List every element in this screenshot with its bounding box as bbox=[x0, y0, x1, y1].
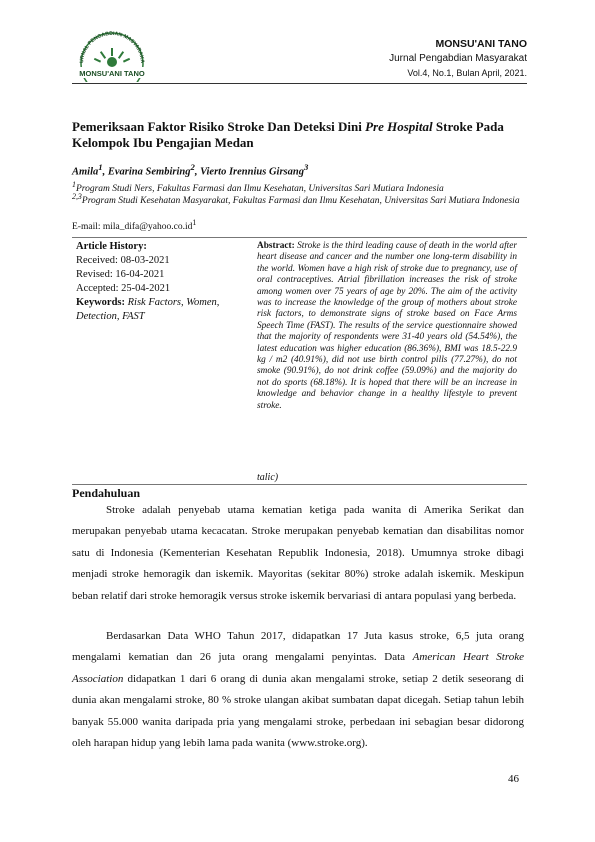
accepted-date: Accepted: 25-04-2021 bbox=[76, 283, 171, 294]
email-sup: 1 bbox=[192, 218, 197, 227]
received-date: Received: 08-03-2021 bbox=[76, 255, 170, 266]
logo-sun-icon bbox=[94, 48, 130, 67]
keywords bbox=[76, 296, 236, 324]
journal-logo bbox=[73, 30, 151, 82]
title-part1: Pemeriksaan Faktor Risiko Stroke Dan Deteksi Dini bbox=[72, 119, 366, 134]
section-heading: Pendahuluan bbox=[72, 486, 141, 500]
author-2-sup: 2 bbox=[190, 162, 195, 172]
aff2-text: Program Studi Kesehatan Masyarakat, Fakultas Farmasi dan Ilmu Kesehatan, Universitas Sari Mutiara Indonesia bbox=[81, 196, 520, 207]
author-1-sup: 1 bbox=[98, 162, 103, 172]
email-text: E-mail: mila_difa@yahoo.co.id bbox=[72, 222, 193, 233]
paragraph-1-text: Stroke adalah penyebab utama kematian ketiga pada wanita di Amerika Serikat dan merupakan penyebab utama kecacatan. Stroke merupakan penyebab kematian dan disabilitas nomor satu di Indonesia (Kementerian Kesehatan Republik Indonesia, 2018). Umumnya stroke dibagi menjadi stroke hemoragik dan iskemik. Mayoritas (sekitar 80%) stroke adalah iskemik. Meskipun beban relatif dari stroke hemoragik versus stroke iskemik bervariasi di antara populasi yang berbeda. bbox=[72, 504, 524, 602]
paragraph-2-italic: American Heart Stroke Association bbox=[72, 651, 524, 685]
logo-arc-text: URNAL PENGABDIAN MASYARAKA bbox=[78, 30, 146, 64]
author-list bbox=[72, 162, 527, 178]
paragraph-1 bbox=[72, 500, 524, 607]
author-3-sup: 3 bbox=[303, 162, 309, 172]
aff1-text: Program Studi Ners, Fakultas Farmasi dan Ilmu Kesehatan, Universitas Sari Mutiara Indonesia bbox=[75, 184, 444, 195]
journal-logo-graphic bbox=[73, 30, 151, 82]
aff2-sup: 2,3 bbox=[72, 192, 82, 201]
page-number: 46 bbox=[508, 773, 519, 785]
revised-date: Revised: 16-04-2021 bbox=[76, 269, 165, 280]
author-2: , Evarina Sembiring bbox=[102, 166, 191, 178]
journal-name: MONSU'ANI TANO bbox=[435, 38, 527, 50]
affiliation-2 bbox=[72, 191, 527, 207]
history-title: Article History: bbox=[76, 241, 147, 252]
abstract-label: Abstract: bbox=[257, 241, 295, 251]
author-3: , Vierto Irennius Girsang bbox=[194, 166, 304, 178]
author-1: Amila bbox=[72, 166, 99, 178]
contact-email bbox=[72, 218, 196, 232]
title-part2: Stroke Pada Kelompok Ibu Pengajian Medan bbox=[72, 119, 504, 150]
paragraph-2-text-a: Berdasarkan Data WHO Tahun 2017, didapatkan 17 Juta kasus stroke, 6,5 juta orang mengalami kematian dan 26 juta orang mengalami penyintas. Data bbox=[72, 630, 524, 664]
abstract-tail: talic) bbox=[257, 472, 279, 483]
journal-subtitle: Jurnal Pengabdian Masyarakat bbox=[389, 53, 527, 64]
paper-title bbox=[72, 119, 527, 151]
aff1-sup: 1 bbox=[72, 180, 76, 189]
keywords-label: Keywords: bbox=[76, 297, 125, 308]
paragraph-2 bbox=[72, 626, 524, 754]
paragraph-2-text-b: didapatkan 1 dari 6 orang di dunia akan mengalami stroke, setiap 2 detik seseorang di dunia akan mengalami stroke, 80 % stroke ulangan akibat sumbatan dapat dicegah. Setiap tahun lebih banyak 55.000 wanita daripada pria yang mengalami stroke, perbedaan ini sebagian besar didorong oleh harapan hidup yang lebih lama pada wanita (www.stroke.org). bbox=[72, 672, 524, 750]
header-divider bbox=[72, 83, 527, 84]
info-bottom-divider bbox=[72, 484, 527, 485]
abstract-text: Stroke is the third leading cause of death in the world after heart disease and cancer and the number one long-term disability in the world. Women have a high risk of stroke due to pregnancy, use of oral contraceptives. Atrial fibrillation increases the risk of stroke among women over 75 years of age by 20%. The aim of the activity was to increase the knowledge of the group of mothers about stroke risk factors, to demonstrate signs of stroke based on Face Arms Speech Time (FAST). The results of the service questionnaire showed that the majority of respondents were 31-40 years old (54.54%), the latest education was higher education (86.36%), BMI was 18.5-22.9 kg / m2 (40.91%), did not use birth control pills (77.27%), do not smoke (90.91%), do not drink coffee (59.09%) and the majority do not do sports (68.18%). It is hoped that there will be an increase in knowledge and behavior change in a healthy lifestyle to prevent stroke. bbox=[257, 241, 517, 411]
info-top-divider bbox=[72, 237, 527, 238]
keywords-values: Risk Factors, Women, Detection, FAST bbox=[76, 297, 220, 322]
article-history bbox=[76, 240, 236, 296]
abstract bbox=[257, 241, 517, 412]
logo-text: MONSU'ANI TANO bbox=[79, 69, 145, 78]
journal-volume: Vol.4, No.1, Bulan April, 2021. bbox=[407, 68, 527, 78]
title-italic: Pre Hospital bbox=[365, 119, 433, 134]
